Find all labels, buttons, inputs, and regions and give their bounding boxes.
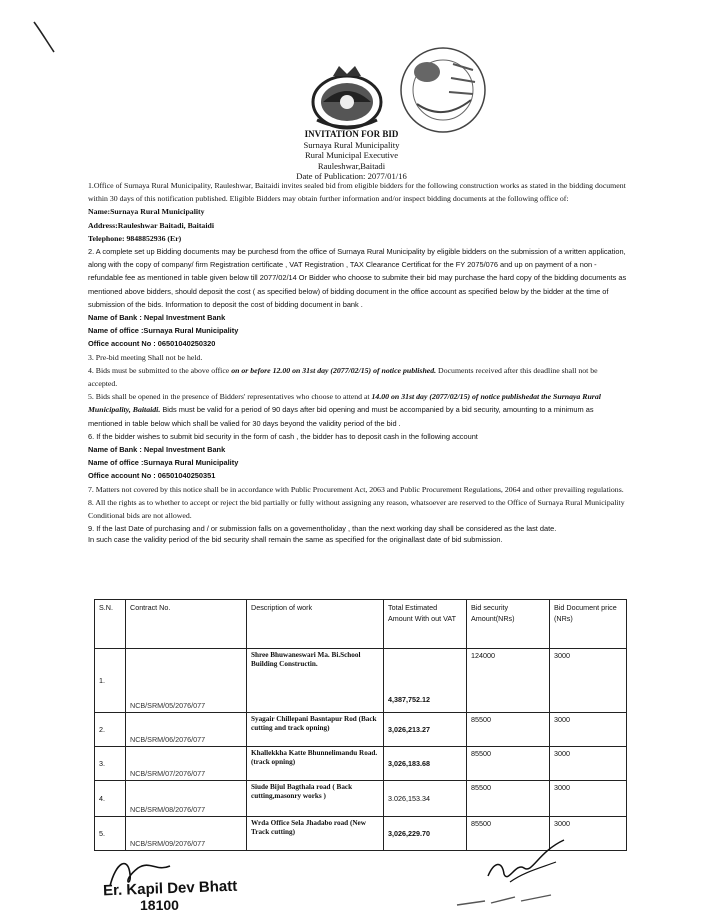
bid-table [94, 599, 627, 851]
signature-scribble-right [480, 832, 570, 892]
table-row [95, 747, 627, 781]
cell-price: 3000 [550, 781, 627, 817]
col-sn: S.N. [95, 600, 126, 649]
office-name-1: Name of office :Surnaya Rural Municipality [88, 326, 239, 336]
table-header-row [95, 600, 627, 649]
cell-sn: 3. [95, 747, 126, 781]
cell-contract: NCB/SRM/08/2076/077 [126, 781, 247, 817]
notice-title: INVITATION FOR BID [304, 129, 399, 139]
office-account-1: Office account No : 06501040250320 [88, 339, 216, 349]
clause-7: 7. Matters not covered by this notice shall be in accordance with Public Procurement Act, 2063 and Public Procurement Regulations, 2064 and other prevailing regulations. [88, 484, 624, 494]
cell-amount: 3,026,213.27 [384, 713, 467, 747]
signatory-number: 18100 [140, 897, 179, 913]
cell-sn: 5. [95, 817, 126, 851]
cell-description: Wrda Office Sela Jhadabo road (New Track cutting) [247, 817, 384, 851]
cell-price: 3000 [550, 713, 627, 747]
cell-description: Khallekkha Katte Bhunnelimandu Road.(track opning) [247, 747, 384, 781]
clause-5-opening: 14.00 on 31st day (2077/02/15) of notice publishedat the Surnaya Rural Municipality, Baitaidi. [88, 392, 601, 415]
cell-sn: 4. [95, 781, 126, 817]
col-price: Bid Document price (NRs) [550, 600, 627, 649]
col-security: Bid security Amount(NRs) [467, 600, 550, 649]
office-address: Address:Rauleshwar Baitadi, Baitaidi [88, 220, 214, 230]
bank-name-1: Name of Bank : Nepal Investment Bank [88, 313, 226, 323]
clause-4-deadline: on or before 12.00 on 31st day (2077/02/15) of notice published. [231, 365, 437, 375]
col-description: Description of work [247, 600, 384, 649]
col-amount: Total Estimated Amount With out VAT [384, 600, 467, 649]
clause-5 [88, 390, 628, 430]
clause-3: 3. Pre-bid meeting Shall not be held. [88, 352, 203, 362]
cell-sn: 2. [95, 713, 126, 747]
clause-9: 9. If the last Date of purchasing and / or submission falls on a govementholiday , than the next working day shall be considered as the last date. [88, 524, 557, 534]
cell-amount: 3,026,229.70 [384, 817, 467, 851]
cell-price: 3000 [550, 649, 627, 713]
cell-security: 124000 [467, 649, 550, 713]
cell-contract: NCB/SRM/07/2076/077 [126, 747, 247, 781]
clause-5-text: 5. Bids shall be opened in the presence of Bidders' representatives who choose to attend at [88, 392, 372, 402]
cell-security: 85500 [467, 713, 550, 747]
signatory-name: Er. Kapil Dev Bhatt [102, 877, 238, 900]
cell-price: 3000 [550, 747, 627, 781]
executive-name: Rural Municipal Executive [304, 150, 399, 161]
cell-contract: NCB/SRM/06/2076/077 [126, 713, 247, 747]
table-row [95, 781, 627, 817]
office-telephone: Telephone: 9848852936 (Er) [88, 233, 182, 243]
municipality-name: Surnaya Rural Municipality [303, 139, 400, 150]
publication-date: Date of Publication: 2077/01/16 [296, 171, 407, 182]
clause-4-tail: Documents received after this deadline shall not be accepted. [88, 365, 598, 389]
cell-description: Siude Bijul Bagthala road ( Back cutting,masonry works ) [247, 781, 384, 817]
office-account-2: Office account No : 06501040250351 [88, 471, 216, 481]
cell-security: 85500 [467, 817, 550, 851]
clause-4-text: 4. Bids must be submitted to the above office [88, 365, 232, 375]
cell-sn: 1. [95, 649, 126, 713]
cell-price: 3000 [550, 817, 627, 851]
cell-amount: 4,387,752.12 [384, 649, 467, 713]
clause-4 [88, 364, 628, 390]
notice-body [88, 179, 628, 545]
clause-9-validity: In such case the validity period of the bid security shall remain the same as specified for the originallast date of bid submission. [88, 535, 503, 545]
bank-name-2: Name of Bank : Nepal Investment Bank [88, 445, 226, 455]
clause-8: 8. All the rights as to whether to accept or reject the bid partially or fully without assigning any reason, whatsoever are reserved to the Office of Surnaya Rural Municipality Conditional bids are not allowed. [88, 497, 625, 521]
cell-description: Shree Bhuwaneswari Ma. Bi.School Building Constructin. [247, 649, 384, 713]
clause-1: 1.Office of Surnaya Rural Municipality, Rauleshwar, Baitaidi invites sealed bid from eligible bidders for the following construction works as stated in the bidding document within 30 days of this notification published. Eligible Bidders may obtain further information and/or inspect bidding documents at the following office of: [88, 181, 626, 204]
clause-2: 2. A complete set up Bidding documents may be purchesd from the office of Surnaya Rural Municipality by eligible bidders on the submission of a written application, along with the copy of company/ firm Registration certificate , VAT Registration , TAX Clearance Certificat for the FY 2075/076 and up on payment of a non -refundable fee as mentioned in table given below till 2077/02/14 Or Bidder who choose to submite their bid may purchase the hard copy of the bidding documents as mentioned above bidders, should deposit the cost ( as specified below) of bidding document in the office account as specified below by the bidder at the time of submission of the bids. Information to deposit the cost of bidding document in bank . [88, 247, 627, 309]
office-seal-stamp [393, 44, 493, 136]
pen-mark [30, 18, 60, 58]
cell-contract: NCB/SRM/09/2076/077 [126, 817, 247, 851]
cell-security: 85500 [467, 781, 550, 817]
table-row [95, 713, 627, 747]
stamp-text-bottom [455, 893, 555, 910]
location: Rauleshwar,Baitadi [317, 160, 386, 171]
cell-amount: 3.026,153.34 [384, 781, 467, 817]
table-row [95, 649, 627, 713]
cell-contract: NCB/SRM/05/2076/077 [126, 649, 247, 713]
cell-amount: 3,026,183.68 [384, 747, 467, 781]
cell-security: 85500 [467, 747, 550, 781]
office-name: Name:Surnaya Rural Municipality [88, 207, 205, 217]
clause-6: 6. If the bidder wishes to submit bid security in the form of cash , the bidder has to deposit cash in the following account [88, 431, 478, 441]
clause-5-tail: Bids must be valid for a period of 90 days after bid opening and must be accompanied by a bid security, amounting to a minimum as mentioned in table below which shall be valied for 30 days beyond the validity period of the bid . [88, 405, 594, 428]
office-name-2: Name of office :Surnaya Rural Municipality [88, 458, 239, 468]
municipality-logo [303, 62, 391, 132]
col-contract: Contract No. [126, 600, 247, 649]
notice-header [0, 129, 703, 182]
cell-description: Syagair Chillepani Basntapur Rod (Back cutting and track opning) [247, 713, 384, 747]
